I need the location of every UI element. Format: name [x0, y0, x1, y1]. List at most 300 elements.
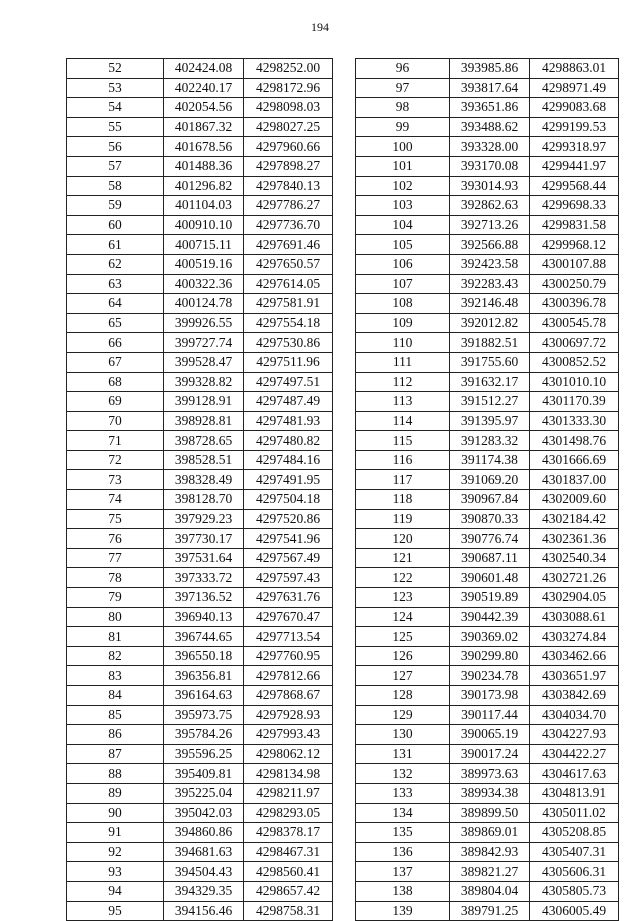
coordinates-table-left	[66, 58, 333, 921]
point-number-cell: 66	[67, 333, 164, 353]
y-coordinate-cell: 4297481.93	[244, 411, 333, 431]
y-coordinate-cell: 4297480.82	[244, 431, 333, 451]
table-row	[356, 352, 619, 372]
table-row	[67, 215, 333, 235]
point-number-cell: 72	[67, 450, 164, 470]
point-number-cell: 104	[356, 215, 450, 235]
table-row	[356, 568, 619, 588]
x-coordinate-cell: 394504.43	[164, 862, 244, 882]
point-number-cell: 62	[67, 254, 164, 274]
point-number-cell: 134	[356, 803, 450, 823]
y-coordinate-cell: 4298378.17	[244, 823, 333, 843]
point-number-cell: 84	[67, 686, 164, 706]
table-row	[67, 176, 333, 196]
y-coordinate-cell: 4301333.30	[530, 411, 619, 431]
point-number-cell: 60	[67, 215, 164, 235]
table-row	[67, 156, 333, 176]
table-row	[356, 548, 619, 568]
table-row	[67, 881, 333, 901]
table-row	[67, 254, 333, 274]
y-coordinate-cell: 4302184.42	[530, 509, 619, 529]
table-row	[67, 333, 333, 353]
x-coordinate-cell: 394329.35	[164, 881, 244, 901]
table-row	[67, 313, 333, 333]
point-number-cell: 82	[67, 646, 164, 666]
x-coordinate-cell: 390967.84	[450, 490, 530, 510]
y-coordinate-cell: 4297581.91	[244, 294, 333, 314]
point-number-cell: 57	[67, 156, 164, 176]
x-coordinate-cell: 389899.50	[450, 803, 530, 823]
x-coordinate-cell: 401678.56	[164, 137, 244, 157]
x-coordinate-cell: 395042.03	[164, 803, 244, 823]
table-row	[67, 196, 333, 216]
x-coordinate-cell: 393817.64	[450, 78, 530, 98]
point-number-cell: 65	[67, 313, 164, 333]
x-coordinate-cell: 395409.81	[164, 764, 244, 784]
x-coordinate-cell: 392862.63	[450, 196, 530, 216]
x-coordinate-cell: 390369.02	[450, 627, 530, 647]
table-row	[356, 803, 619, 823]
table-row	[356, 313, 619, 333]
x-coordinate-cell: 396940.13	[164, 607, 244, 627]
point-number-cell: 98	[356, 98, 450, 118]
x-coordinate-cell: 391069.20	[450, 470, 530, 490]
y-coordinate-cell: 4297898.27	[244, 156, 333, 176]
table-row	[67, 411, 333, 431]
y-coordinate-cell: 4298657.42	[244, 881, 333, 901]
table-row	[67, 59, 333, 79]
table-row	[356, 744, 619, 764]
x-coordinate-cell: 395596.25	[164, 744, 244, 764]
y-coordinate-cell: 4297541.96	[244, 529, 333, 549]
point-number-cell: 87	[67, 744, 164, 764]
x-coordinate-cell: 400910.10	[164, 215, 244, 235]
y-coordinate-cell: 4297504.18	[244, 490, 333, 510]
point-number-cell: 130	[356, 725, 450, 745]
y-coordinate-cell: 4300697.72	[530, 333, 619, 353]
table-row	[67, 352, 333, 372]
point-number-cell: 132	[356, 764, 450, 784]
y-coordinate-cell: 4299968.12	[530, 235, 619, 255]
x-coordinate-cell: 389804.04	[450, 881, 530, 901]
y-coordinate-cell: 4302009.60	[530, 490, 619, 510]
y-coordinate-cell: 4297650.57	[244, 254, 333, 274]
point-number-cell: 118	[356, 490, 450, 510]
point-number-cell: 89	[67, 783, 164, 803]
y-coordinate-cell: 4301666.69	[530, 450, 619, 470]
y-coordinate-cell: 4298062.12	[244, 744, 333, 764]
point-number-cell: 99	[356, 117, 450, 137]
table-row	[67, 431, 333, 451]
x-coordinate-cell: 391395.97	[450, 411, 530, 431]
x-coordinate-cell: 390601.48	[450, 568, 530, 588]
point-number-cell: 121	[356, 548, 450, 568]
x-coordinate-cell: 395973.75	[164, 705, 244, 725]
y-coordinate-cell: 4297530.86	[244, 333, 333, 353]
x-coordinate-cell: 391632.17	[450, 372, 530, 392]
point-number-cell: 102	[356, 176, 450, 196]
y-coordinate-cell: 4297960.66	[244, 137, 333, 157]
table-row	[67, 509, 333, 529]
x-coordinate-cell: 395784.26	[164, 725, 244, 745]
point-number-cell: 80	[67, 607, 164, 627]
y-coordinate-cell: 4297760.95	[244, 646, 333, 666]
table-row	[356, 333, 619, 353]
table-row	[67, 744, 333, 764]
table-row	[67, 235, 333, 255]
table-row	[67, 588, 333, 608]
table-row	[67, 137, 333, 157]
point-number-cell: 78	[67, 568, 164, 588]
x-coordinate-cell: 397333.72	[164, 568, 244, 588]
coordinates-table-right	[355, 58, 619, 921]
point-number-cell: 137	[356, 862, 450, 882]
y-coordinate-cell: 4300396.78	[530, 294, 619, 314]
y-coordinate-cell: 4300107.88	[530, 254, 619, 274]
y-coordinate-cell: 4297487.49	[244, 392, 333, 412]
point-number-cell: 76	[67, 529, 164, 549]
point-number-cell: 85	[67, 705, 164, 725]
point-number-cell: 64	[67, 294, 164, 314]
point-number-cell: 126	[356, 646, 450, 666]
table-row	[356, 588, 619, 608]
point-number-cell: 112	[356, 372, 450, 392]
x-coordinate-cell: 401296.82	[164, 176, 244, 196]
point-number-cell: 63	[67, 274, 164, 294]
y-coordinate-cell: 4303842.69	[530, 686, 619, 706]
y-coordinate-cell: 4299698.33	[530, 196, 619, 216]
x-coordinate-cell: 398328.49	[164, 470, 244, 490]
point-number-cell: 123	[356, 588, 450, 608]
table-row	[67, 705, 333, 725]
point-number-cell: 107	[356, 274, 450, 294]
x-coordinate-cell: 394681.63	[164, 842, 244, 862]
y-coordinate-cell: 4302540.34	[530, 548, 619, 568]
y-coordinate-cell: 4297868.67	[244, 686, 333, 706]
table-row	[67, 98, 333, 118]
table-row	[67, 666, 333, 686]
point-number-cell: 122	[356, 568, 450, 588]
x-coordinate-cell: 392283.43	[450, 274, 530, 294]
table-row	[67, 392, 333, 412]
x-coordinate-cell: 390017.24	[450, 744, 530, 764]
x-coordinate-cell: 390776.74	[450, 529, 530, 549]
table-row	[356, 881, 619, 901]
table-row	[356, 294, 619, 314]
x-coordinate-cell: 390442.39	[450, 607, 530, 627]
x-coordinate-cell: 400519.16	[164, 254, 244, 274]
x-coordinate-cell: 393985.86	[450, 59, 530, 79]
point-number-cell: 105	[356, 235, 450, 255]
table-row	[67, 783, 333, 803]
y-coordinate-cell: 4304227.93	[530, 725, 619, 745]
table-row	[67, 725, 333, 745]
x-coordinate-cell: 399926.55	[164, 313, 244, 333]
table-row	[356, 509, 619, 529]
table-row	[356, 274, 619, 294]
table-row	[356, 764, 619, 784]
point-number-cell: 120	[356, 529, 450, 549]
point-number-cell: 109	[356, 313, 450, 333]
table-row	[67, 901, 333, 921]
y-coordinate-cell: 4305407.31	[530, 842, 619, 862]
point-number-cell: 94	[67, 881, 164, 901]
table-row	[356, 862, 619, 882]
x-coordinate-cell: 390687.11	[450, 548, 530, 568]
table-row	[356, 176, 619, 196]
x-coordinate-cell: 402424.08	[164, 59, 244, 79]
point-number-cell: 110	[356, 333, 450, 353]
x-coordinate-cell: 390519.89	[450, 588, 530, 608]
y-coordinate-cell: 4297928.93	[244, 705, 333, 725]
y-coordinate-cell: 4297567.49	[244, 548, 333, 568]
x-coordinate-cell: 393014.93	[450, 176, 530, 196]
page-number: 194	[311, 20, 329, 34]
table-row	[356, 215, 619, 235]
y-coordinate-cell: 4300250.79	[530, 274, 619, 294]
point-number-cell: 116	[356, 450, 450, 470]
y-coordinate-cell: 4301010.10	[530, 372, 619, 392]
x-coordinate-cell: 399328.82	[164, 372, 244, 392]
y-coordinate-cell: 4303462.66	[530, 646, 619, 666]
x-coordinate-cell: 390117.44	[450, 705, 530, 725]
table-row	[356, 901, 619, 921]
table-row	[67, 372, 333, 392]
x-coordinate-cell: 391882.51	[450, 333, 530, 353]
table-row	[356, 59, 619, 79]
point-number-cell: 124	[356, 607, 450, 627]
point-number-cell: 71	[67, 431, 164, 451]
y-coordinate-cell: 4298560.41	[244, 862, 333, 882]
point-number-cell: 88	[67, 764, 164, 784]
x-coordinate-cell: 396356.81	[164, 666, 244, 686]
x-coordinate-cell: 398528.51	[164, 450, 244, 470]
y-coordinate-cell: 4302721.26	[530, 568, 619, 588]
table-row	[356, 254, 619, 274]
x-coordinate-cell: 389973.63	[450, 764, 530, 784]
point-number-cell: 67	[67, 352, 164, 372]
x-coordinate-cell: 393170.08	[450, 156, 530, 176]
point-number-cell: 97	[356, 78, 450, 98]
table-row	[356, 783, 619, 803]
point-number-cell: 74	[67, 490, 164, 510]
table-row	[356, 490, 619, 510]
table-row	[356, 646, 619, 666]
point-number-cell: 95	[67, 901, 164, 921]
point-number-cell: 61	[67, 235, 164, 255]
table-row	[67, 490, 333, 510]
x-coordinate-cell: 389842.93	[450, 842, 530, 862]
x-coordinate-cell: 401867.32	[164, 117, 244, 137]
x-coordinate-cell: 394860.86	[164, 823, 244, 843]
coordinates-table-right-body	[356, 59, 619, 921]
y-coordinate-cell: 4297786.27	[244, 196, 333, 216]
x-coordinate-cell: 400322.36	[164, 274, 244, 294]
point-number-cell: 91	[67, 823, 164, 843]
x-coordinate-cell: 400715.11	[164, 235, 244, 255]
x-coordinate-cell: 400124.78	[164, 294, 244, 314]
table-row	[67, 450, 333, 470]
table-row	[356, 470, 619, 490]
y-coordinate-cell: 4304813.91	[530, 783, 619, 803]
x-coordinate-cell: 399727.74	[164, 333, 244, 353]
table-row	[67, 803, 333, 823]
x-coordinate-cell: 394156.46	[164, 901, 244, 921]
point-number-cell: 55	[67, 117, 164, 137]
y-coordinate-cell: 4303088.61	[530, 607, 619, 627]
point-number-cell: 113	[356, 392, 450, 412]
table-row	[356, 686, 619, 706]
point-number-cell: 100	[356, 137, 450, 157]
x-coordinate-cell: 392713.26	[450, 215, 530, 235]
point-number-cell: 52	[67, 59, 164, 79]
point-number-cell: 131	[356, 744, 450, 764]
y-coordinate-cell: 4297736.70	[244, 215, 333, 235]
x-coordinate-cell: 399528.47	[164, 352, 244, 372]
y-coordinate-cell: 4299199.53	[530, 117, 619, 137]
table-row	[356, 823, 619, 843]
table-row	[356, 156, 619, 176]
x-coordinate-cell: 393488.62	[450, 117, 530, 137]
x-coordinate-cell: 395225.04	[164, 783, 244, 803]
point-number-cell: 79	[67, 588, 164, 608]
point-number-cell: 117	[356, 470, 450, 490]
x-coordinate-cell: 402240.17	[164, 78, 244, 98]
x-coordinate-cell: 389869.01	[450, 823, 530, 843]
x-coordinate-cell: 397730.17	[164, 529, 244, 549]
point-number-cell: 108	[356, 294, 450, 314]
table-row	[356, 98, 619, 118]
x-coordinate-cell: 398128.70	[164, 490, 244, 510]
x-coordinate-cell: 397531.64	[164, 548, 244, 568]
y-coordinate-cell: 4297691.46	[244, 235, 333, 255]
y-coordinate-cell: 4298293.05	[244, 803, 333, 823]
x-coordinate-cell: 396744.65	[164, 627, 244, 647]
point-number-cell: 114	[356, 411, 450, 431]
y-coordinate-cell: 4304034.70	[530, 705, 619, 725]
table-row	[67, 862, 333, 882]
x-coordinate-cell: 390299.80	[450, 646, 530, 666]
x-coordinate-cell: 398928.81	[164, 411, 244, 431]
table-row	[67, 294, 333, 314]
point-number-cell: 127	[356, 666, 450, 686]
table-row	[356, 431, 619, 451]
y-coordinate-cell: 4297497.51	[244, 372, 333, 392]
table-row	[356, 725, 619, 745]
y-coordinate-cell: 4298134.98	[244, 764, 333, 784]
table-row	[67, 568, 333, 588]
x-coordinate-cell: 392423.58	[450, 254, 530, 274]
point-number-cell: 119	[356, 509, 450, 529]
point-number-cell: 58	[67, 176, 164, 196]
table-row	[356, 607, 619, 627]
point-number-cell: 125	[356, 627, 450, 647]
x-coordinate-cell: 393328.00	[450, 137, 530, 157]
table-row	[67, 823, 333, 843]
table-row	[356, 705, 619, 725]
y-coordinate-cell: 4298211.97	[244, 783, 333, 803]
table-row	[356, 450, 619, 470]
y-coordinate-cell: 4297840.13	[244, 176, 333, 196]
y-coordinate-cell: 4300545.78	[530, 313, 619, 333]
y-coordinate-cell: 4299318.97	[530, 137, 619, 157]
x-coordinate-cell: 392012.82	[450, 313, 530, 333]
y-coordinate-cell: 4297993.43	[244, 725, 333, 745]
y-coordinate-cell: 4305606.31	[530, 862, 619, 882]
point-number-cell: 59	[67, 196, 164, 216]
x-coordinate-cell: 391283.32	[450, 431, 530, 451]
table-row	[356, 842, 619, 862]
point-number-cell: 68	[67, 372, 164, 392]
y-coordinate-cell: 4299441.97	[530, 156, 619, 176]
y-coordinate-cell: 4305805.73	[530, 881, 619, 901]
table-row	[67, 607, 333, 627]
point-number-cell: 93	[67, 862, 164, 882]
y-coordinate-cell: 4302904.05	[530, 588, 619, 608]
x-coordinate-cell: 401488.36	[164, 156, 244, 176]
point-number-cell: 139	[356, 901, 450, 921]
y-coordinate-cell: 4298467.31	[244, 842, 333, 862]
table-row	[356, 117, 619, 137]
point-number-cell: 86	[67, 725, 164, 745]
point-number-cell: 96	[356, 59, 450, 79]
y-coordinate-cell: 4297670.47	[244, 607, 333, 627]
y-coordinate-cell: 4297554.18	[244, 313, 333, 333]
y-coordinate-cell: 4297631.76	[244, 588, 333, 608]
point-number-cell: 136	[356, 842, 450, 862]
table-row	[356, 196, 619, 216]
table-row	[356, 666, 619, 686]
point-number-cell: 135	[356, 823, 450, 843]
y-coordinate-cell: 4298098.03	[244, 98, 333, 118]
y-coordinate-cell: 4297812.66	[244, 666, 333, 686]
x-coordinate-cell: 402054.56	[164, 98, 244, 118]
point-number-cell: 103	[356, 196, 450, 216]
y-coordinate-cell: 4298252.00	[244, 59, 333, 79]
y-coordinate-cell: 4306005.49	[530, 901, 619, 921]
y-coordinate-cell: 4299831.58	[530, 215, 619, 235]
table-row	[67, 274, 333, 294]
table-row	[356, 78, 619, 98]
x-coordinate-cell: 396164.63	[164, 686, 244, 706]
table-row	[67, 529, 333, 549]
point-number-cell: 138	[356, 881, 450, 901]
y-coordinate-cell: 4298758.31	[244, 901, 333, 921]
y-coordinate-cell: 4297597.43	[244, 568, 333, 588]
y-coordinate-cell: 4303651.97	[530, 666, 619, 686]
x-coordinate-cell: 390173.98	[450, 686, 530, 706]
y-coordinate-cell: 4301170.39	[530, 392, 619, 412]
y-coordinate-cell: 4301498.76	[530, 431, 619, 451]
point-number-cell: 106	[356, 254, 450, 274]
point-number-cell: 115	[356, 431, 450, 451]
x-coordinate-cell: 390065.19	[450, 725, 530, 745]
point-number-cell: 56	[67, 137, 164, 157]
point-number-cell: 129	[356, 705, 450, 725]
y-coordinate-cell: 4297614.05	[244, 274, 333, 294]
table-row	[67, 470, 333, 490]
point-number-cell: 133	[356, 783, 450, 803]
y-coordinate-cell: 4304422.27	[530, 744, 619, 764]
y-coordinate-cell: 4297491.95	[244, 470, 333, 490]
point-number-cell: 54	[67, 98, 164, 118]
x-coordinate-cell: 389821.27	[450, 862, 530, 882]
y-coordinate-cell: 4301837.00	[530, 470, 619, 490]
x-coordinate-cell: 391174.38	[450, 450, 530, 470]
table-row	[356, 137, 619, 157]
y-coordinate-cell: 4297713.54	[244, 627, 333, 647]
table-row	[67, 627, 333, 647]
